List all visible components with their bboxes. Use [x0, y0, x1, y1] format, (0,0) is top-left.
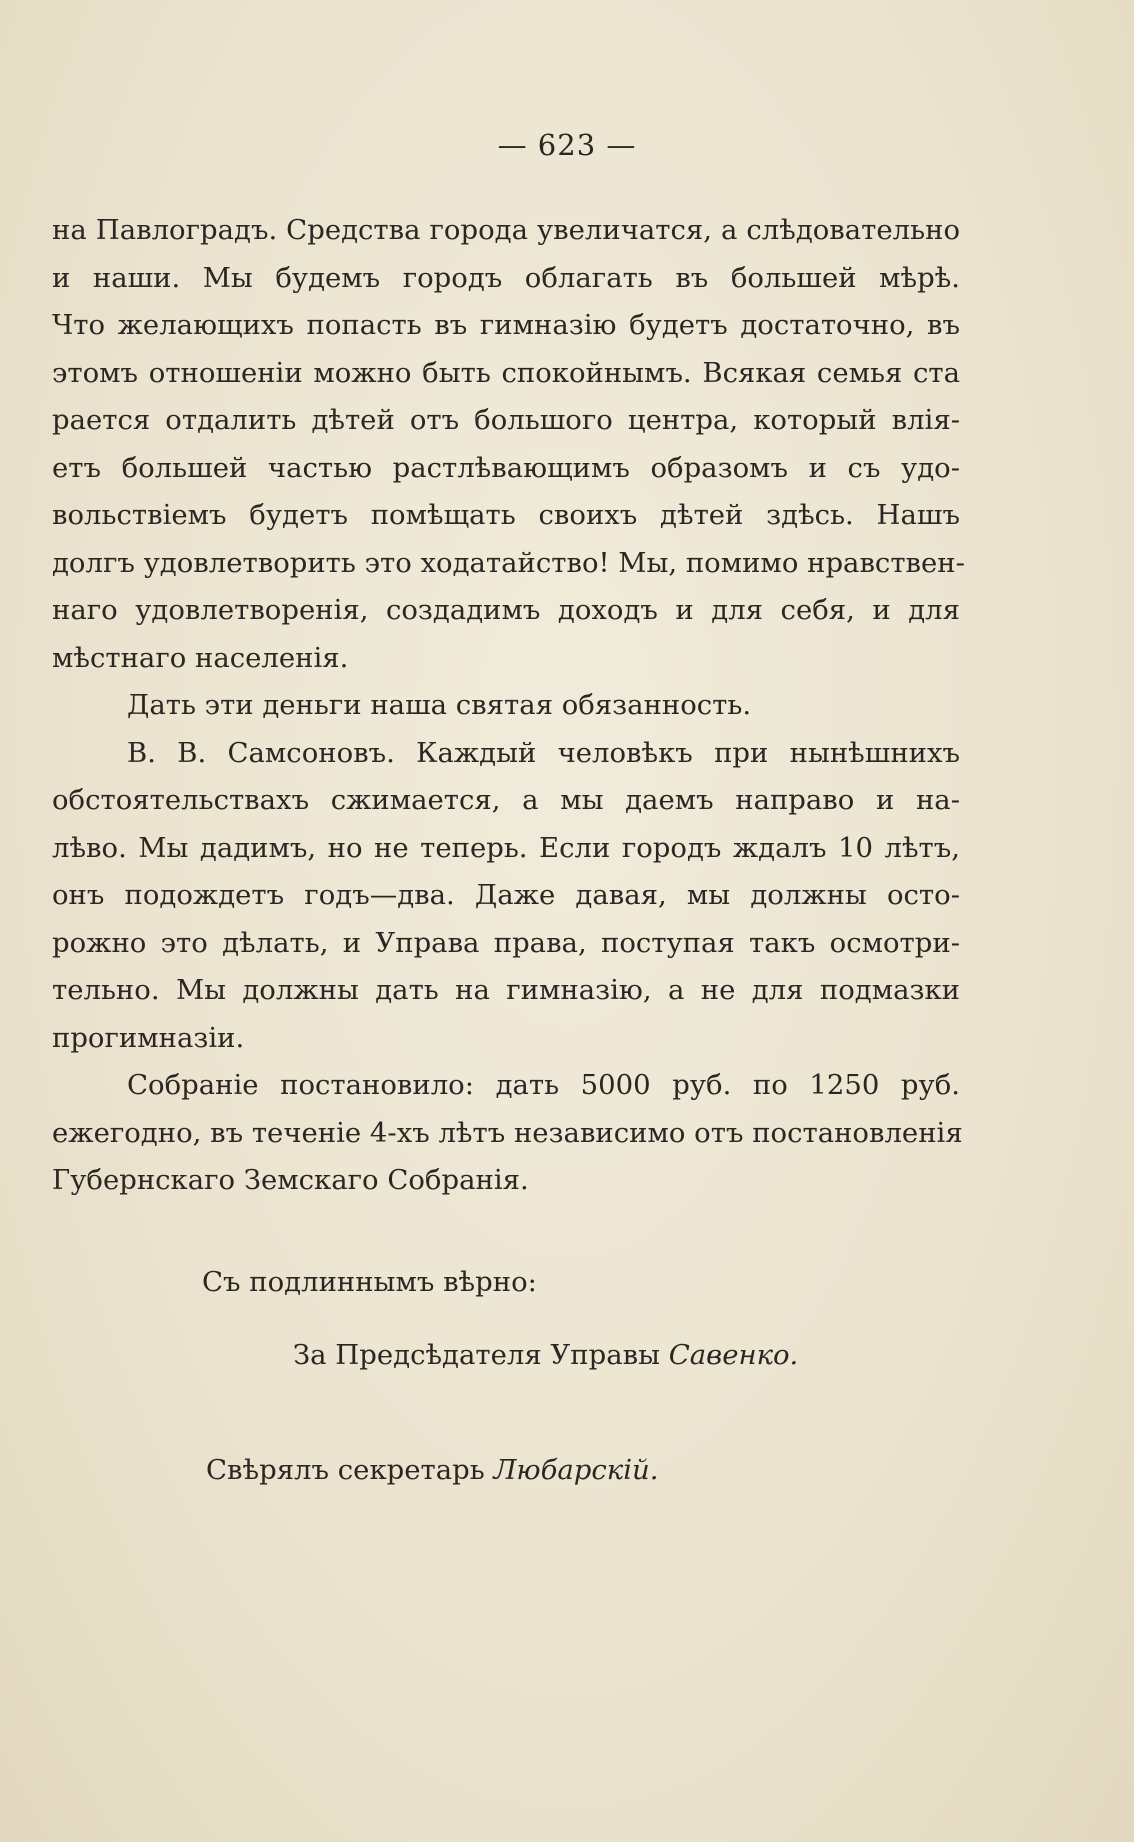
text-line: этомъ отношеніи можно быть спокойнымъ. Всякая семья ста — [52, 356, 960, 389]
text-line: ежегодно, въ теченіе 4-хъ лѣтъ независимо отъ постановленія — [52, 1116, 963, 1149]
text-line: Дать эти деньги наша святая обязанность. — [127, 689, 752, 721]
secretary-signature-line — [0, 1454, 1134, 1486]
chairman-signature-line — [0, 1339, 1134, 1371]
text-line: наго удовлетворенія, создадимъ доходъ и для себя, и для — [52, 594, 960, 626]
certified-text: Съ подлиннымъ вѣрно: — [202, 1266, 537, 1298]
text-line: онъ подождетъ годъ—два. Даже давая, мы должны осто- — [52, 879, 960, 911]
text-line: на Павлоградъ. Средства города увеличатся, а слѣдовательно — [52, 214, 960, 246]
chairman-label: За Предсѣдателя Управы — [293, 1339, 660, 1371]
text-line: вольствіемъ будетъ помѣщать своихъ дѣтей здѣсь. Нашъ — [52, 499, 960, 531]
chairman-signature: Савенко. — [668, 1339, 799, 1371]
text-line: Что желающихъ попасть въ гимназію будетъ достаточно, въ — [52, 309, 960, 341]
text-line: В. В. Самсоновъ. Каждый человѣкъ при нынѣшнихъ — [127, 736, 960, 769]
text-line: етъ большей частью растлѣвающимъ образомъ и съ удо- — [52, 451, 960, 484]
page-number: — 623 — — [497, 128, 637, 162]
certified-statement — [0, 1266, 1134, 1298]
secretary-label: Свѣрялъ секретарь — [206, 1454, 485, 1486]
text-line: Губернскаго Земскаго Собранія. — [52, 1164, 529, 1196]
secretary-signature: Любарскій. — [493, 1454, 659, 1486]
text-line: прогимназіи. — [52, 1021, 245, 1054]
text-line: лѣво. Мы дадимъ, но не теперь. Если городъ ждалъ 10 лѣтъ, — [52, 831, 960, 864]
text-line: мѣстнаго населенія. — [52, 641, 349, 674]
body-text — [52, 207, 965, 1205]
text-line: долгъ удовлетворить это ходатайство! Мы, помимо нравствен- — [52, 546, 965, 579]
text-line: Собраніе постановило: дать 5000 руб. по 1250 руб. — [127, 1069, 960, 1101]
text-line: и наши. Мы будемъ городъ облагать въ большей мѣрѣ. — [52, 261, 960, 294]
text-line: тельно. Мы должны дать на гимназію, а не для подмазки — [52, 974, 960, 1006]
text-line: рожно это дѣлать, и Управа права, поступая такъ осмотри- — [52, 926, 960, 959]
text-line: рается отдалить дѣтей отъ большого центра, который влія- — [52, 404, 960, 436]
text-line: обстоятельствахъ сжимается, а мы даемъ направо и на- — [52, 784, 960, 816]
